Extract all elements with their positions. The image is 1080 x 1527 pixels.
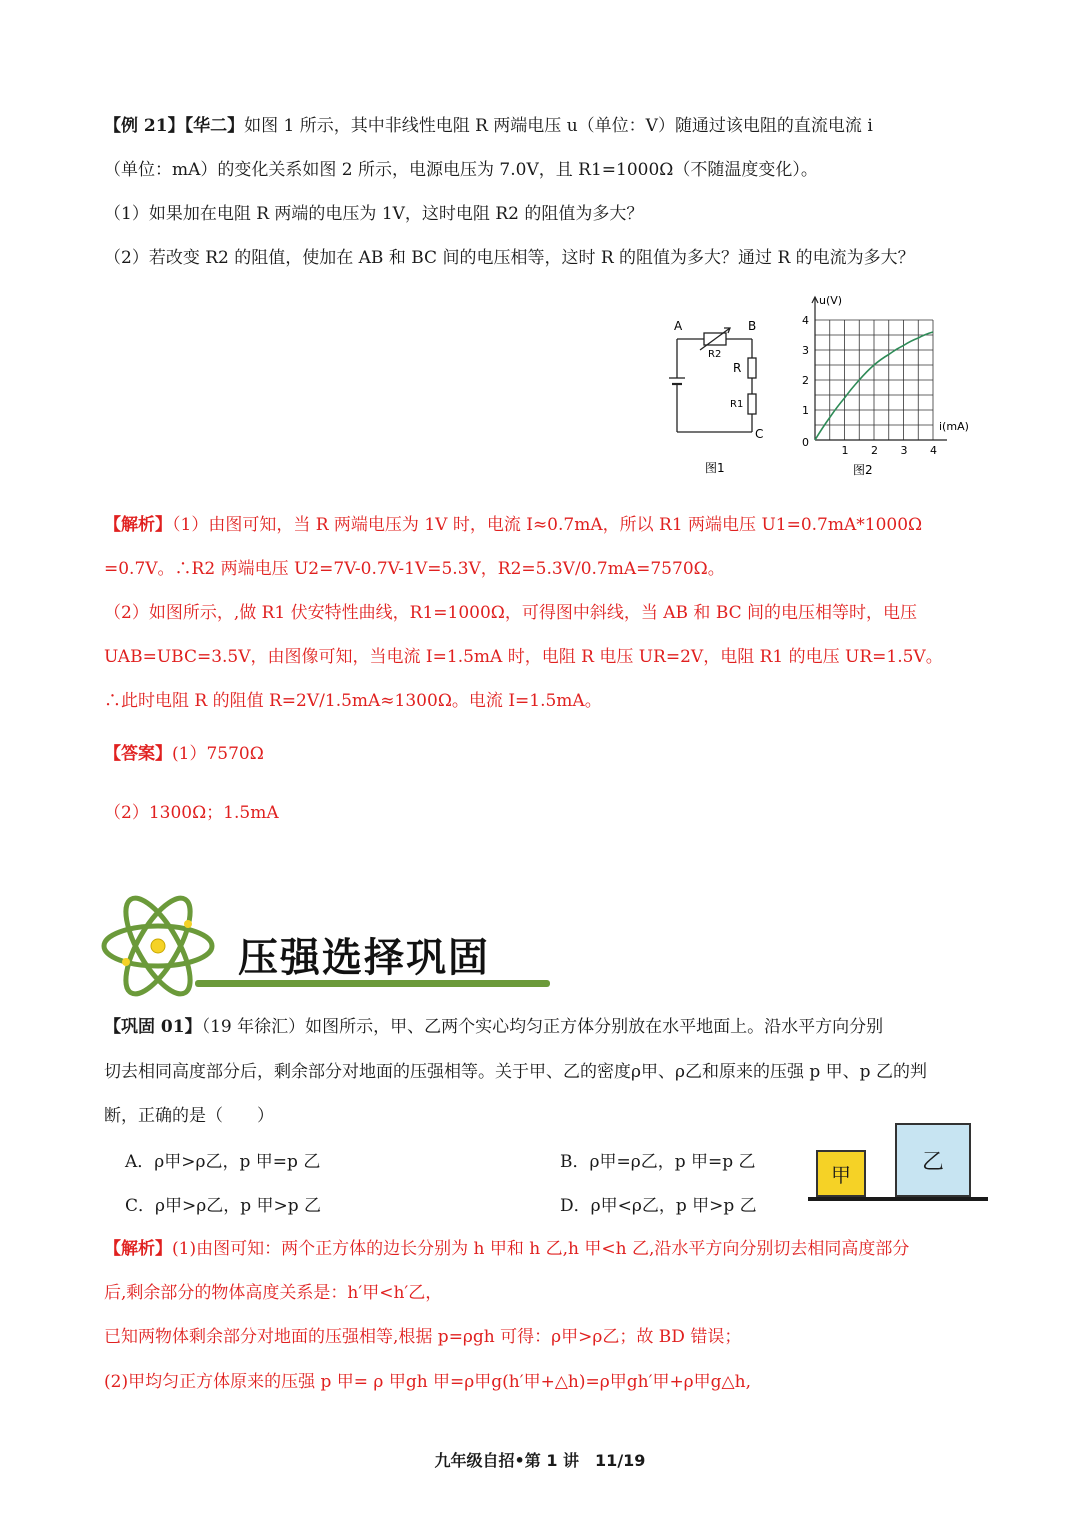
solution21-line1 <box>104 513 922 537</box>
answer-tag: 【答案】 <box>104 744 172 764</box>
option-c: C．ρ甲>ρ乙，p 甲>p 乙 <box>125 1196 322 1216</box>
x-tick-label: 4 <box>930 444 937 457</box>
label-r2: R2 <box>708 349 722 360</box>
solution01-line4: (2)甲均匀正方体原来的压强 p 甲= ρ 甲gh 甲=ρ甲g(h′甲+△h)=ρ甲gh′甲+ρ甲g△h, <box>104 1372 751 1392</box>
solution-tag: 【解析】 <box>104 515 172 535</box>
ui-characteristic-chart <box>795 292 985 482</box>
circuit-diagram <box>660 312 780 482</box>
block-yi: 乙 <box>895 1123 971 1197</box>
example21-question1: （1）如果加在电阻 R 两端的电压为 1V，这时电阻 R2 的阻值为多大？ <box>104 204 644 224</box>
y-tick-label: 4 <box>802 314 809 327</box>
x-tick-label: 1 <box>841 444 849 457</box>
x-axis-label: i(mA) <box>939 420 969 433</box>
solution01-tag: 【解析】 <box>104 1239 172 1259</box>
label-a: A <box>674 319 683 333</box>
option-d: D．ρ甲<ρ乙，p 甲>p 乙 <box>560 1196 757 1216</box>
label-r1: R1 <box>730 399 744 410</box>
consolidate01-line1 <box>104 1015 883 1039</box>
consolidate-tag: 【巩固 01】 <box>104 1017 202 1037</box>
r-resistor <box>748 358 756 378</box>
figure2-caption: 图2 <box>853 463 873 477</box>
solution01-line2: 后,剩余部分的物体高度关系是：h′甲<h′乙， <box>104 1283 443 1303</box>
consolidate01-line2: 切去相同高度部分后，剩余部分对地面的压强相等。关于甲、乙的密度ρ甲、ρ乙和原来的压强 p 甲、p 乙的判 <box>104 1062 927 1082</box>
solution21-line4: UAB=UBC=3.5V，由图像可知，当电流 I=1.5mA 时，电阻 R 电压 UR=2V，电阻 R1 的电压 UR=1.5V。 <box>104 647 943 667</box>
example21-line2: （单位：mA）的变化关系如图 2 所示，电源电压为 7.0V，且 R1=1000Ω（不随温度变化）。 <box>104 160 818 180</box>
y-tick-label: 3 <box>802 344 809 357</box>
example21-line1 <box>104 114 873 138</box>
page-footer: 九年级自招•第 1 讲 11/19 <box>434 1451 646 1470</box>
origin-label: 0 <box>802 436 809 449</box>
option-a: A．ρ甲>ρ乙，p 甲=p 乙 <box>125 1152 321 1172</box>
solution01-text-1: (1)由图可知：两个正方体的边长分别为 h 甲和 h 乙,h 甲<h 乙,沿水平方向分别切去相同高度部分 <box>172 1239 910 1259</box>
figure1-caption: 图1 <box>705 461 725 475</box>
r1-resistor <box>748 394 756 414</box>
y-tick-label: 1 <box>802 404 809 417</box>
x-tick-label: 3 <box>900 444 908 457</box>
answer21-line2: （2）1300Ω；1.5mA <box>104 803 279 823</box>
solution01-line1 <box>104 1237 909 1261</box>
solution21-line5: ∴此时电阻 R 的阻值 R=2V/1.5mA≈1300Ω。电流 I=1.5mA。 <box>104 691 602 711</box>
section-title: 压强选择巩固 <box>238 935 490 981</box>
solution01-line3: 已知两物体剩余部分对地面的压强相等,根据 p=ρgh 可得：ρ甲>ρ乙；故 BD 错误； <box>104 1327 742 1347</box>
x-tick-label: 2 <box>871 444 878 457</box>
example-text-1: 如图 1 所示，其中非线性电阻 R 两端电压 u（单位：V）随通过该电阻的直流电流 i <box>244 116 873 136</box>
ground-line <box>808 1197 988 1201</box>
example-source: 【华二】 <box>184 116 245 136</box>
y-axis-label: u(V) <box>819 294 843 307</box>
example21-question2: （2）若改变 R2 的阻值，使加在 AB 和 BC 间的电压相等，这时 R 的阻值为多大？通过 R 的电流为多大？ <box>104 248 915 268</box>
option-b: B．ρ甲=ρ乙，p 甲=p 乙 <box>560 1152 756 1172</box>
label-r: R <box>733 361 742 375</box>
answer21-line1 <box>104 742 264 766</box>
solution21-line2: =0.7V。∴R2 两端电压 U2=7V-0.7V-1V=5.3V，R2=5.3V/0.7mA=7570Ω。 <box>104 559 725 579</box>
block-jia: 甲 <box>816 1150 866 1197</box>
solution-text-1: （1）由图可知，当 R 两端电压为 1V 时，电流 I≈0.7mA，所以 R1 两端电压 U1=0.7mA*1000Ω <box>172 515 923 535</box>
label-c: C <box>755 427 764 441</box>
solution21-line3: （2）如图所示，,做 R1 伏安特性曲线，R1=1000Ω，可得图中斜线，当 AB 和 BC 间的电压相等时，电压 <box>104 603 918 623</box>
y-tick-label: 2 <box>802 374 809 387</box>
consolidate-text-1: （19 年徐汇）如图所示，甲、乙两个实心均匀正方体分别放在水平地面上。沿水平方向分别 <box>201 1017 884 1037</box>
answer-1: (1）7570Ω <box>172 744 264 764</box>
example-tag: 【例 21】 <box>104 116 185 136</box>
label-b: B <box>748 319 757 333</box>
consolidate01-line3: 断，正确的是（ ） <box>104 1106 274 1126</box>
